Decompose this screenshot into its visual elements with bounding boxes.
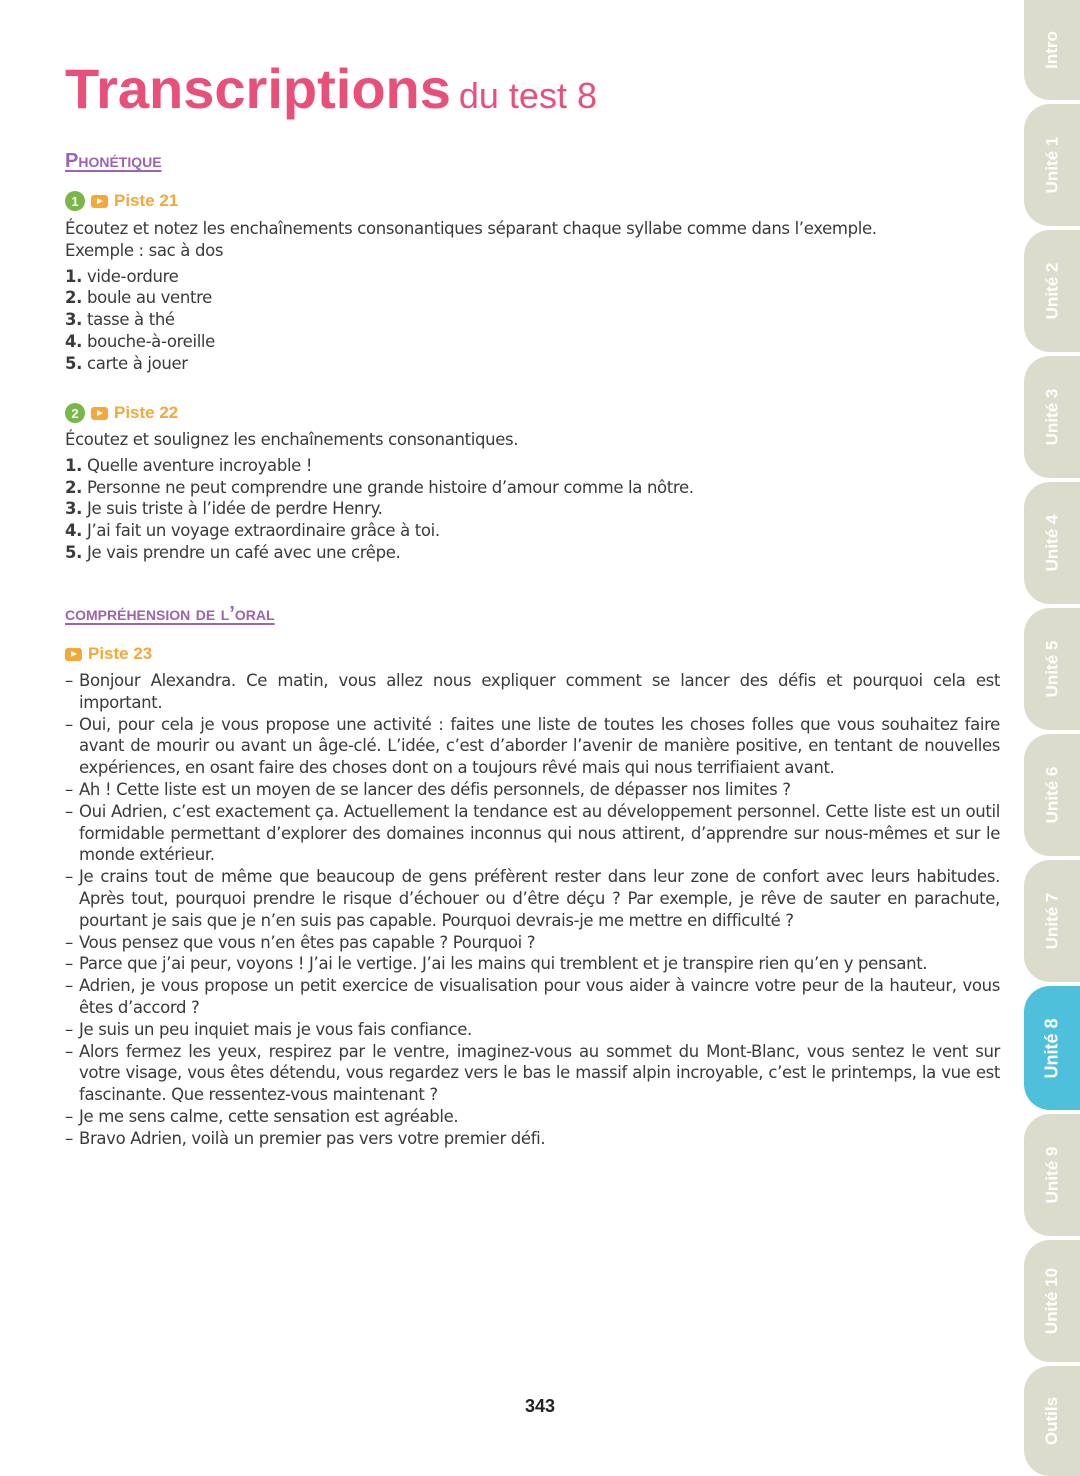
list-item: 4. J’ai fait un voyage extraordinaire grâce à toi. [65,521,440,541]
exercise-1-body [65,218,1000,375]
list-item: 1. Quelle aventure incroyable ! [65,455,313,475]
tab-unite-9[interactable]: Unité 9 [1024,1114,1080,1236]
dialog-line: – Je me sens calme, cette sensation est agréable. [65,1106,1000,1128]
list-item: 2. Personne ne peut comprendre une grande histoire d’amour comme la nôtre. [65,477,694,497]
exercise-1-list [65,266,1000,375]
tab-unite-3[interactable]: Unité 3 [1024,356,1080,478]
tab-unite-4[interactable]: Unité 4 [1024,482,1080,604]
page-number: 343 [524,1396,556,1416]
section-heading-phonetique: Phonétique [65,150,162,172]
exercise-example: Exemple : sac à dos [65,240,224,260]
tab-unite-8[interactable]: Unité 8 [1024,986,1080,1110]
tab-outils[interactable]: Outils [1024,1366,1080,1476]
dialog-line: – Bonjour Alexandra. Ce matin, vous allez nous expliquer comment se lancer des défis et pourquoi cela est important. [65,670,1000,714]
exercise-instruction: Écoutez et notez les enchaînements consonantiques séparant chaque syllabe comme dans l’exemple. [65,219,877,238]
track-label[interactable]: Piste 23 [88,644,153,663]
tab-unite-1[interactable]: Unité 1 [1024,104,1080,226]
section-heading-comprehension: compréhension de l’oral [65,603,275,625]
tab-unite-6[interactable]: Unité 6 [1024,734,1080,856]
dialog-line: – Oui, pour cela je vous propose une activité : faites une liste de toutes les choses folles que vous souhaitez faire avant de mourir ou avant un âge-clé. L’idée, c’est d’aborder l’avenir de manière positive, en tentant de nouvelles expériences, en osant faire des choses dont on a toujours rêvé mais qui nous terrifiaient avant. [65,714,1000,779]
exercise-2-body [65,429,1000,564]
play-icon[interactable] [65,648,82,661]
list-item: 3. Je suis triste à l’idée de perdre Henry. [65,499,383,519]
exercise-1-header [65,191,178,211]
dialog-list [65,670,1000,1150]
tab-unite-10[interactable]: Unité 10 [1024,1240,1080,1362]
exercise-instruction: Écoutez et soulignez les enchaînements consonantiques. [65,430,519,449]
dialog-line: – Je suis un peu inquiet mais je vous fais confiance. [65,1019,1000,1041]
track-23-header [65,644,152,664]
dialog-line: – Oui Adrien, c’est exactement ça. Actuellement la tendance est au développement personnel. Cette liste est un outil formidable permettant d’explorer des domaines inconnus qui nous attirent, d’apprendre sur nous-mêmes et sur le monde extérieur. [65,801,1000,866]
list-item: 5. Je vais prendre un café avec une crêpe. [65,542,401,562]
dialog-line: – Parce que j’ai peur, voyons ! J’ai le vertige. J’ai les mains qui tremblent et je transpire rien qu’en y pensant. [65,953,1000,975]
list-item: 3. tasse à thé [65,310,175,330]
tab-intro[interactable]: Intro [1024,0,1080,100]
exercise-number-badge: 1 [65,191,85,211]
tab-unite-2[interactable]: Unité 2 [1024,230,1080,352]
play-icon[interactable] [91,407,108,420]
page-title [65,56,597,121]
track-label[interactable]: Piste 21 [114,191,179,210]
side-tab-nav [1024,0,1080,1465]
dialog-transcript [65,670,1000,1150]
dialog-line: – Bravo Adrien, voilà un premier pas vers votre premier défi. [65,1128,1000,1150]
list-item: 2. boule au ventre [65,288,212,308]
dialog-line: – Vous pensez que vous n’en êtes pas capable ? Pourquoi ? [65,932,1000,954]
title-main: Transcriptions [65,57,451,120]
play-icon[interactable] [91,195,108,208]
list-item: 5. carte à jouer [65,353,188,373]
tab-unite-5[interactable]: Unité 5 [1024,608,1080,730]
exercise-number-badge: 2 [65,403,85,423]
exercise-2-list [65,455,1000,564]
dialog-line: – Adrien, je vous propose un petit exercice de visualisation pour vous aider à vaincre votre peur de la hauteur, vous êtes d’accord ? [65,975,1000,1019]
dialog-line: – Ah ! Cette liste est un moyen de se lancer des défis personnels, de dépasser nos limites ? [65,779,1000,801]
tab-unite-7[interactable]: Unité 7 [1024,860,1080,982]
list-item: 4. bouche-à-oreille [65,331,215,351]
dialog-line: – Je crains tout de même que beaucoup de gens préfèrent rester dans leur zone de confort avec leurs habitudes. Après tout, pourquoi prendre le risque d’échouer ou d’être déçu ? Par exemple, je rêve de sauter en parachute, pourtant je sais que je n’en suis pas capable. Pourquoi devrais-je me mettre en difficulté ? [65,866,1000,931]
list-item: 1. vide-ordure [65,266,179,286]
dialog-line: – Alors fermez les yeux, respirez par le ventre, imaginez-vous au sommet du Mont-Blanc, vous sentez le vent sur votre visage, vous êtes détendu, vous regardez vers le bas le massif alpin incroyable, c’est le printemps, la vue est fascinante. Que ressentez-vous maintenant ? [65,1041,1000,1106]
track-label[interactable]: Piste 22 [114,403,179,422]
exercise-2-header [65,403,178,423]
title-sub: du test 8 [458,75,597,116]
